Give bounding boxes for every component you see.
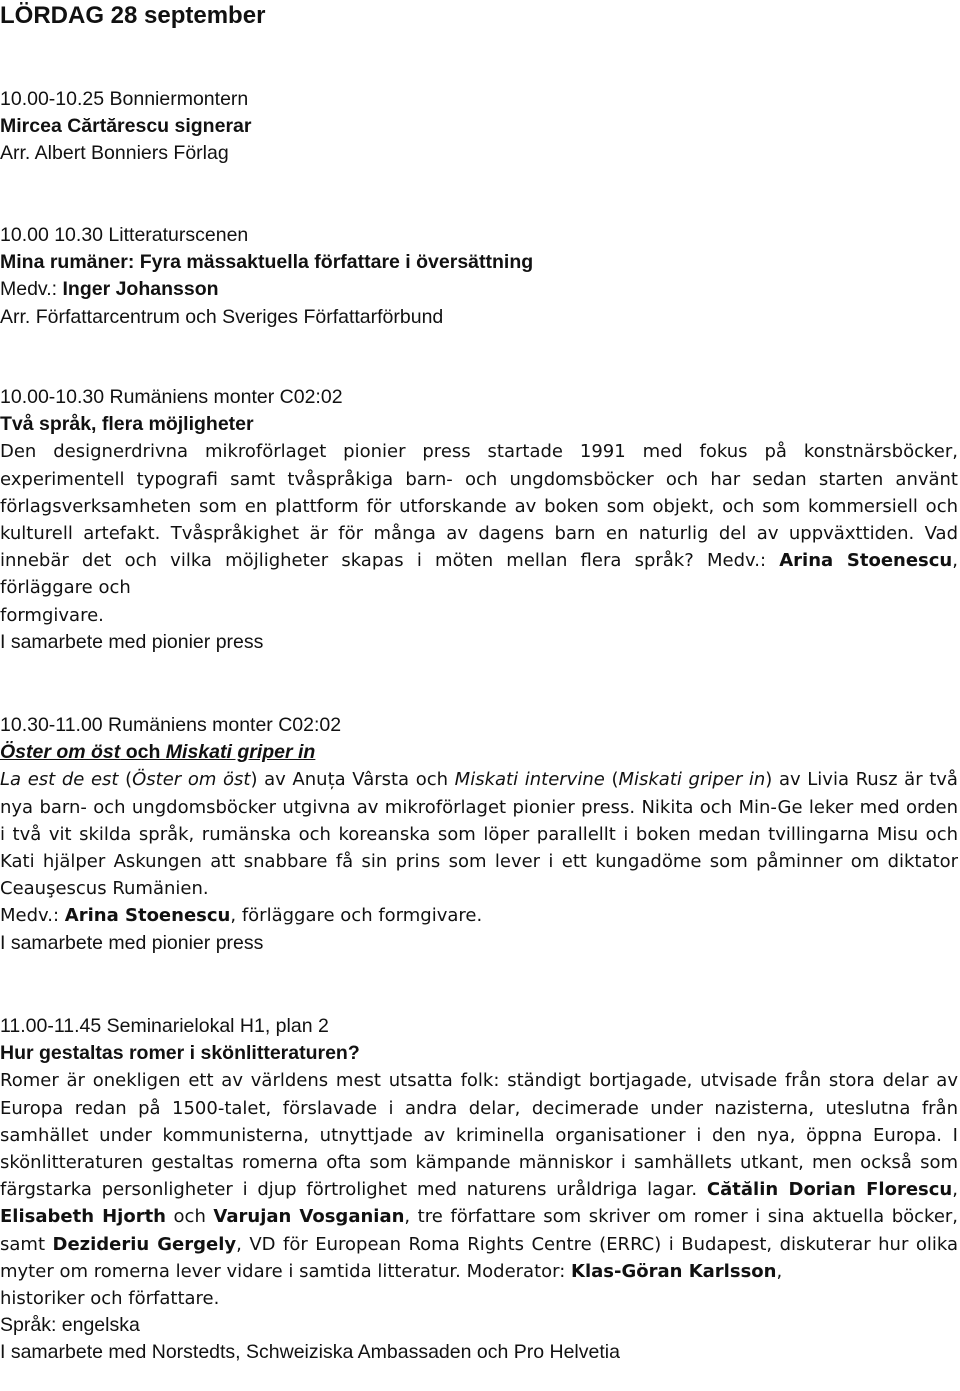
moderator-name: Inger Johansson <box>62 278 219 301</box>
event-description <box>0 1067 958 1285</box>
participant-name: Dezideriu Gergely <box>52 1233 237 1255</box>
description-text: , tre författare som skriver om romer i sina aktuella böcker, samt <box>0 1206 959 1255</box>
moderator-label: Medv.: <box>0 278 63 301</box>
event-organizer: Arr. Författarcentrum och Sveriges Författarförbund <box>0 305 444 328</box>
event-cooperation: I samarbete med pionier press <box>0 931 264 954</box>
book-title-ro: Miskati intervine <box>454 769 605 791</box>
event-mina-rumaner <box>0 222 960 331</box>
moderator-role: , förläggare och formgivare. <box>230 905 483 927</box>
book-title-ro: La est de est <box>0 769 119 791</box>
event-oster-om-ost <box>0 712 960 957</box>
description-text: , VD för European Roma Rights Centre (ERRC) i Budapest, diskuterar hur olika myter om romerna lever vidare i samtida litteratur. Moderator: <box>0 1233 958 1282</box>
event-description <box>0 766 958 902</box>
description-text: Den designerdrivna mikroförlaget pionier press startade 1991 med fokus på konstnärsböcker, experimentell typografi samt tvåspråkiga barn- och ungdomsböcker och har sedan starten använt förlagsverksamheten som en plattform för utforskande av boken som objekt, och som kommersiell och kulturell artefakt. Tvåspråkighet är för många av dagens barn en naturlig del av uppväxttiden. Vad innebär det och vilka möjligheter skapas i möten mellan flera språk? Medv.: <box>0 441 958 572</box>
participant-name: Cătălin Dorian Florescu <box>706 1179 953 1201</box>
moderator-name: Klas-Göran Karlsson <box>571 1260 777 1282</box>
event-moderator <box>0 276 960 303</box>
event-tva-sprak <box>0 384 960 656</box>
event-cooperation: I samarbete med pionier press <box>0 630 264 653</box>
description-text: ( <box>118 769 133 791</box>
title-connector: och <box>120 741 166 764</box>
participant-name: Elisabeth Hjorth <box>0 1206 166 1228</box>
moderator-name: Arina Stoenescu <box>64 905 231 927</box>
event-description-end: historiker och författare. <box>0 1288 220 1310</box>
description-text: ) av Anuța Vârsta och <box>250 769 455 791</box>
event-time-place: 10.00-10.25 Bonniermontern <box>0 88 249 110</box>
description-text: ) av Livia Rusz är två nya barn- och ungdomsböcker utgivna av mikroförlaget pionier press. Nikita och Min-Ge leker med orden i två vit skilda språk, rumänska och koreanska som löper parallellt i boken medan tvillingarna Misu och Kati hjälper Askungen att snabbare få sin prins som lever i ett kungadöme som påminner om diktator Ceauşescus Rumänien. <box>0 769 958 900</box>
description-text: Romer är onekligen ett av världens mest utsatta folk: ständigt bortjagade, utvisade från stora delar av Europa redan på 1500-talet, förslavade i andra delar, decimerade under nazisterna, uteslutna från samhället under kommunisterna, utnyttjade av kriminella organisationer i den nya, öppna Europa. I skönlitteraturen gestaltas romerna ofta som kämpande människor i samhällets utkant, men också som färgstarka personligheter i djup förtrolighet med naturens uråldriga lagar. <box>0 1070 958 1201</box>
description-text: , <box>952 1179 958 1201</box>
event-time-place: 11.00-11.45 Seminarielokal H1, plan 2 <box>0 1015 329 1037</box>
title-book-1: Öster om öst <box>0 741 121 764</box>
description-text: ( <box>604 769 619 791</box>
book-title-sv: Miskati griper in <box>618 769 766 791</box>
day-heading: LÖRDAG 28 september <box>0 2 266 29</box>
event-cooperation: I samarbete med Norstedts, Schweiziska Ambassaden och Pro Helvetia <box>0 1341 620 1364</box>
moderator-label: Medv.: <box>0 905 65 927</box>
event-description-end: formgivare. <box>0 604 104 626</box>
event-mircea-signing <box>0 86 960 168</box>
event-title: Mina rumäner: Fyra mässaktuella författare i översättning <box>0 251 534 274</box>
title-book-2: Miskati griper in <box>165 741 316 764</box>
event-moderator <box>0 902 958 929</box>
event-title: Två språk, flera möjligheter <box>0 413 254 436</box>
description-text: , förläggare och <box>0 550 958 599</box>
description-text: , <box>776 1260 783 1282</box>
event-language: Språk: engelska <box>0 1314 140 1337</box>
event-romer <box>0 1013 960 1367</box>
event-description <box>0 438 958 601</box>
book-title-sv: Öster om öst <box>132 769 251 791</box>
event-time-place: 10.00-10.30 Rumäniens monter C02:02 <box>0 386 343 408</box>
event-title <box>0 739 960 766</box>
event-time-place: 10.30-11.00 Rumäniens monter C02:02 <box>0 714 342 736</box>
event-organizer: Arr. Albert Bonniers Förlag <box>0 142 229 165</box>
event-title: Mircea Cărtărescu signerar <box>0 115 252 138</box>
participant-name: Varujan Vosganian <box>213 1206 405 1228</box>
event-title: Hur gestaltas romer i skönlitteraturen? <box>0 1042 360 1065</box>
event-time-place: 10.00 10.30 Litteraturscenen <box>0 224 249 246</box>
description-text: och <box>166 1206 214 1228</box>
moderator-name: Arina Stoenescu <box>779 550 953 572</box>
